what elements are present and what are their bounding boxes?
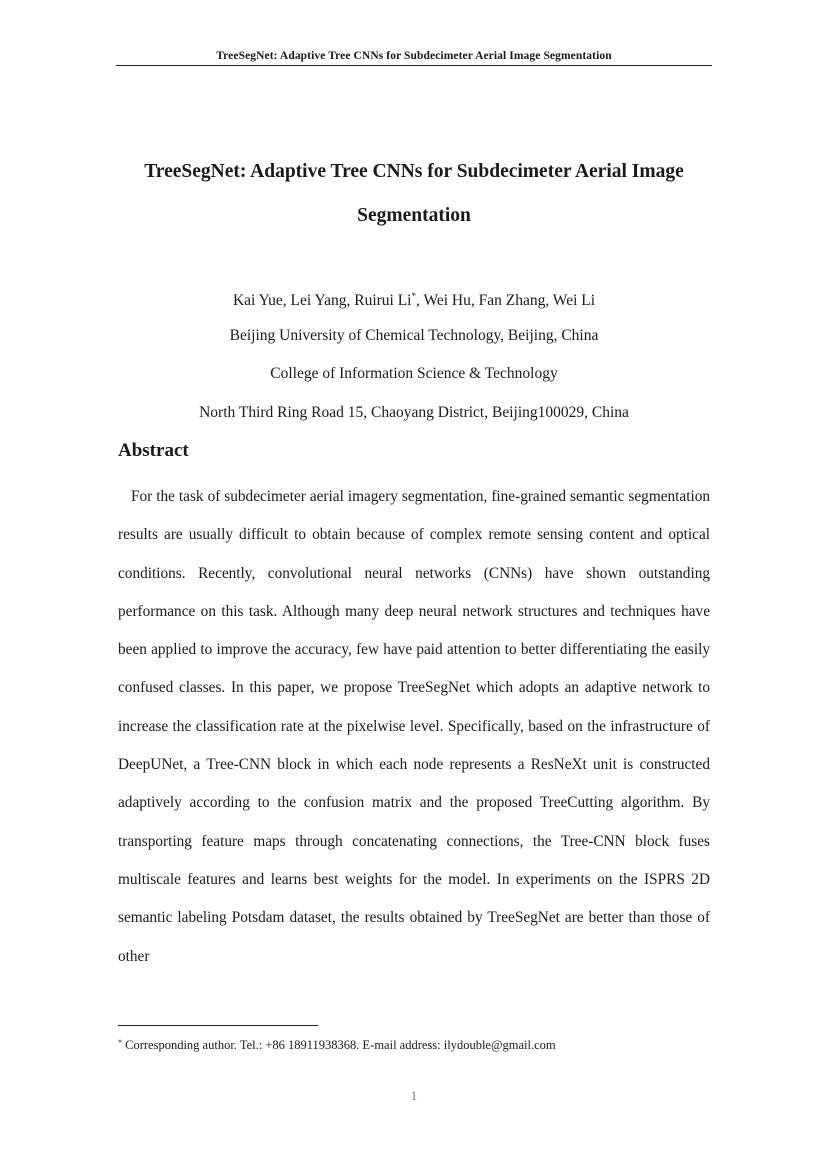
running-head: TreeSegNet: Adaptive Tree CNNs for Subdecimeter Aerial Image Segmentation — [216, 50, 612, 62]
affiliation-university: Beijing University of Chemical Technology, Beijing, China — [229, 327, 599, 344]
page-number: 1 — [410, 1088, 418, 1103]
title-line-1: TreeSegNet: Adaptive Tree CNNs for Subdecimeter Aerial Image — [144, 161, 684, 182]
affiliation-address: North Third Ring Road 15, Chaoyang District, Beijing100029, China — [199, 404, 629, 421]
authors-before-star: Kai Yue, Lei Yang, Ruirui Li — [232, 292, 412, 310]
corresponding-author-mark: * — [411, 291, 416, 301]
authors-after-star: , Wei Hu, Fan Zhang, Wei Li — [416, 292, 596, 310]
abstract-text: For the task of subdecimeter aerial imagery segmentation, fine-grained semantic segmentation results are usually difficult to obtain because of complex remote sensing content and optical conditions. Recently, convolutional neural networks (CNNs) have shown outstanding performance on this task. Although many deep neural network structures and techniques have been applied to improve the accuracy, few have paid attention to better differentiating the easily confused classes. In this paper, we propose TreeSegNet which adopts an adaptive network to increase the classification rate at the pixelwise level. Specifically, based on the infrastructure of DeepUNet, a Tree-CNN block in which each node represents a ResNeXt unit is constructed adaptively according to the confusion matrix and the proposed TreeCutting algorithm. By transporting feature maps through concatenating connections, the Tree-CNN block fuses multiscale features and learns best weights for the model. In experiments on the ISPRS 2D semantic labeling Potsdam dataset, the results obtained by TreeSegNet are better than those of other — [118, 488, 710, 965]
title-line-2: Segmentation — [357, 205, 471, 226]
header-rule — [116, 65, 712, 66]
footnote — [118, 1038, 556, 1053]
paper-title — [116, 150, 712, 238]
affiliation-college: College of Information Science & Technology — [270, 365, 558, 382]
footnote-text: Corresponding author. Tel.: +86 18911938368. E-mail address: ilydouble@gmail.com — [122, 1038, 556, 1052]
footnote-rule — [118, 1025, 318, 1026]
footnote-mark: * — [118, 1038, 122, 1047]
author-list — [116, 286, 712, 311]
abstract-heading: Abstract — [118, 440, 189, 461]
